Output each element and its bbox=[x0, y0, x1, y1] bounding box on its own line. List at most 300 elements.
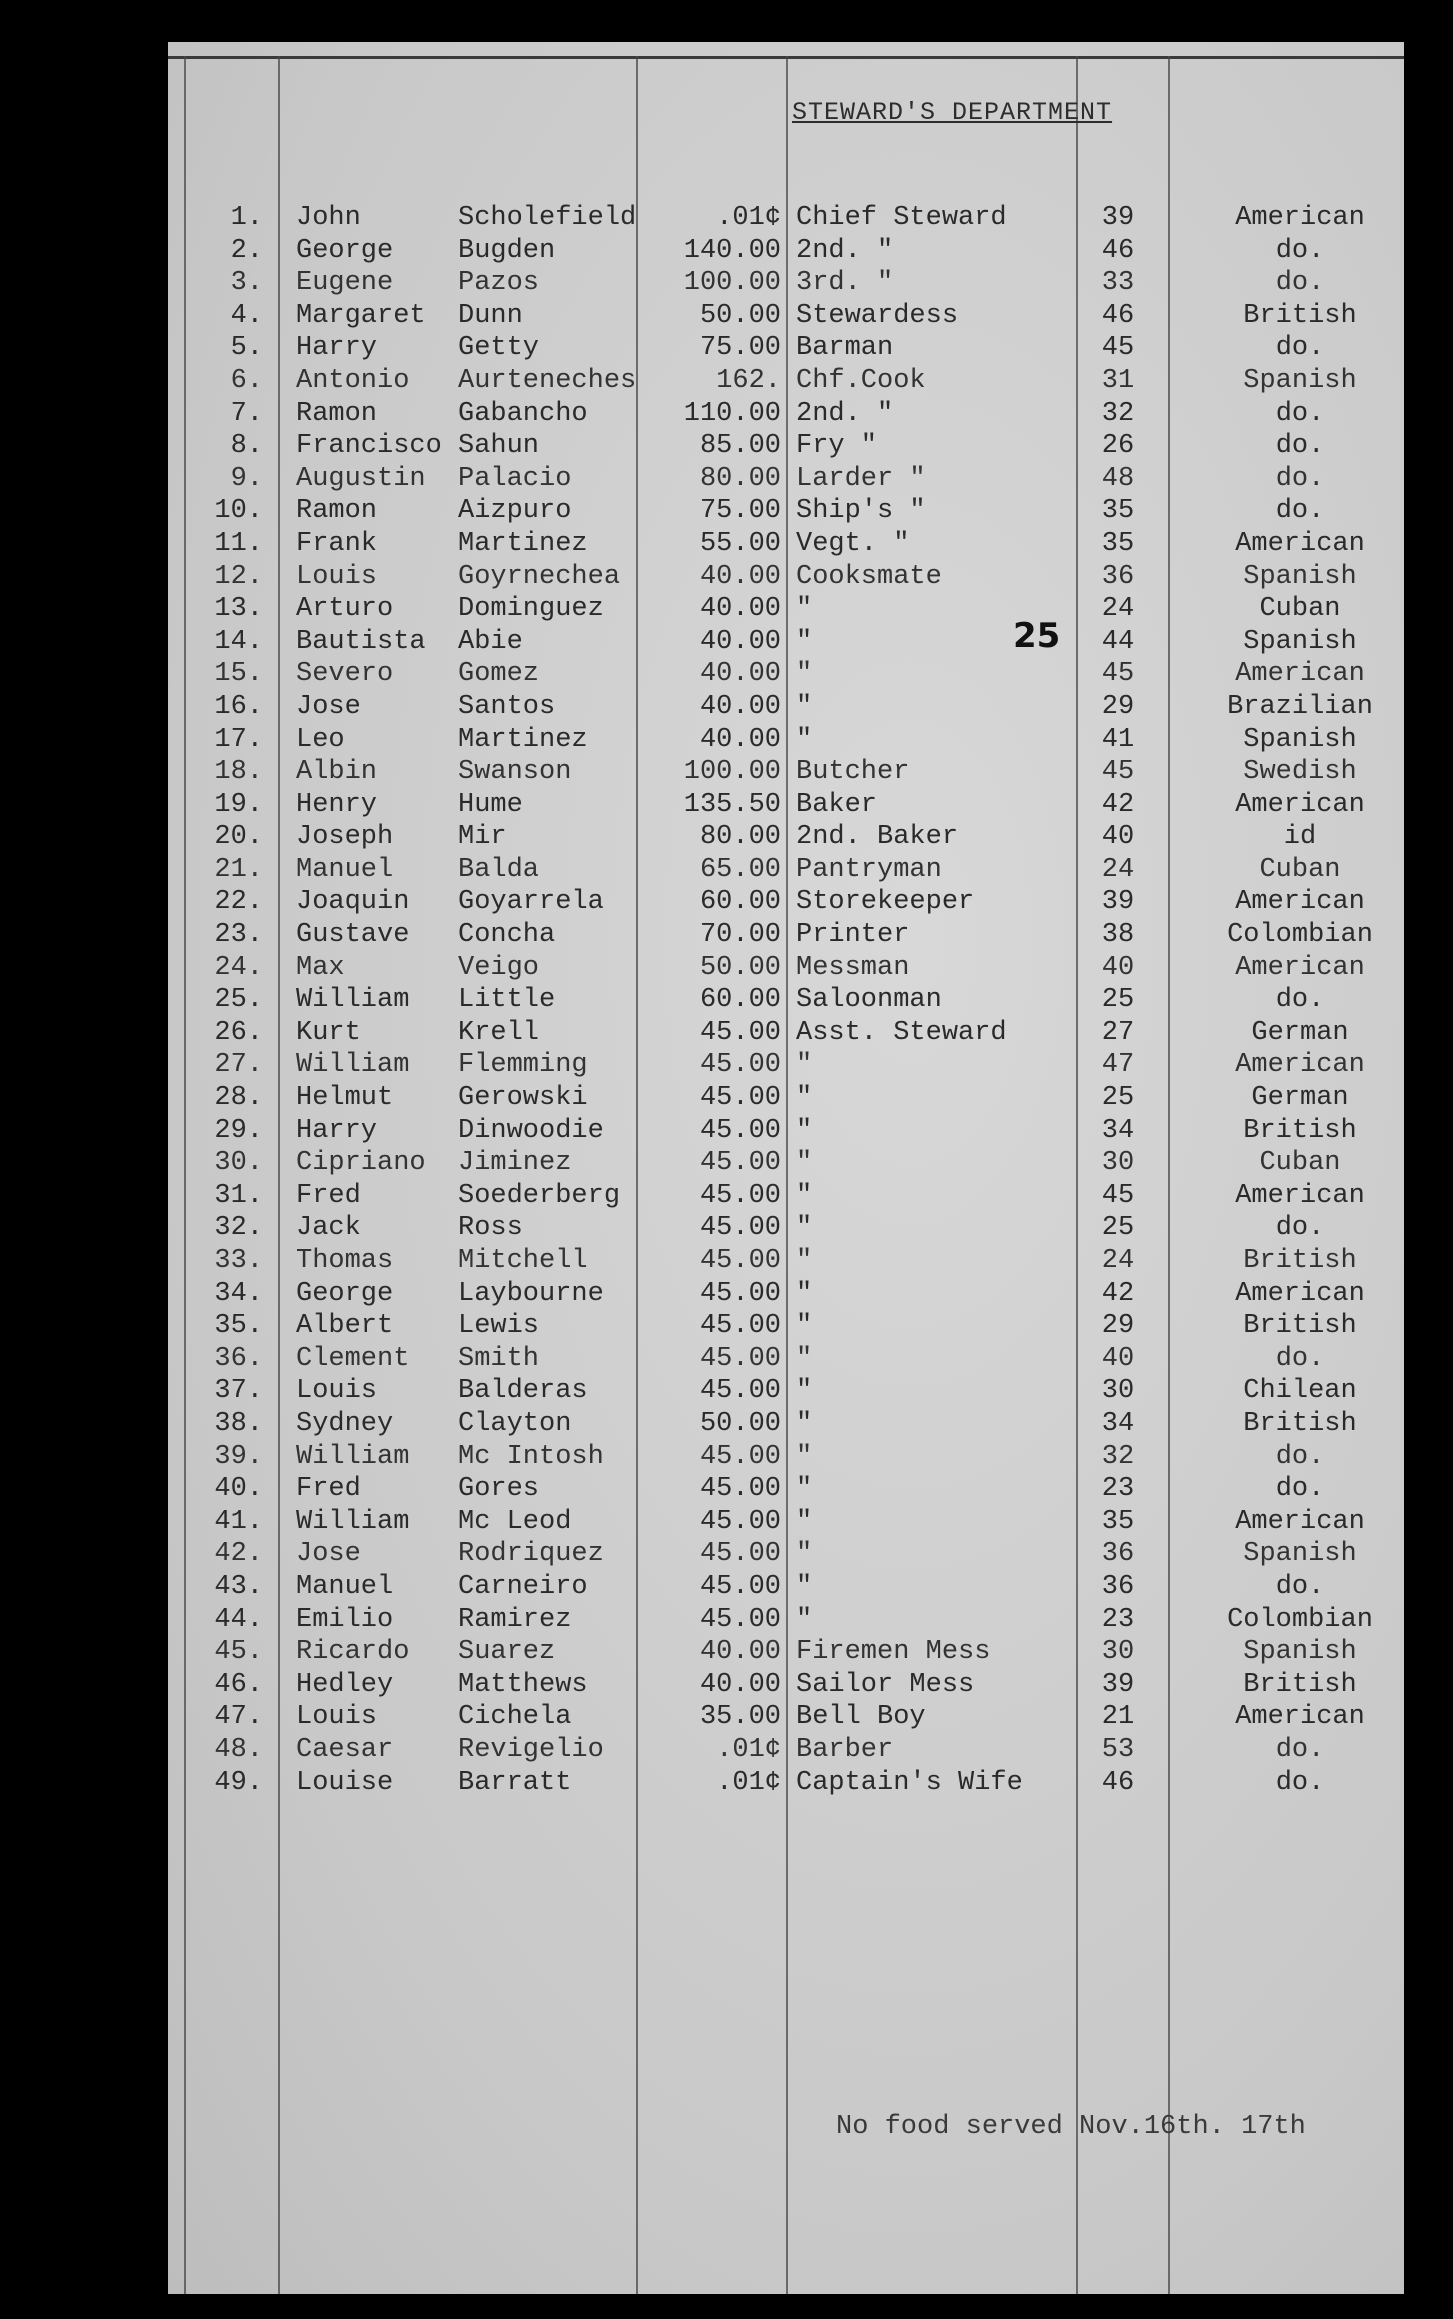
rank: Chf.Cook bbox=[796, 365, 926, 396]
rank: Barman bbox=[796, 333, 894, 364]
first-name: Margaret bbox=[296, 300, 426, 331]
last-name: Dominguez bbox=[458, 594, 604, 625]
rank: 2nd. " bbox=[796, 235, 894, 266]
age: 35 bbox=[1101, 496, 1135, 527]
wage: 40.00 bbox=[699, 1669, 781, 1700]
nationality: British bbox=[1243, 1669, 1357, 1700]
first-name: Jack bbox=[296, 1213, 361, 1244]
wage: 35.00 bbox=[699, 1702, 781, 1733]
crew-row bbox=[168, 1441, 1404, 1474]
first-name: John bbox=[296, 203, 361, 233]
nationality: American bbox=[1235, 1506, 1365, 1537]
row-number: 48. bbox=[214, 1734, 263, 1765]
first-name: Severo bbox=[296, 659, 394, 690]
crew-row bbox=[168, 1604, 1404, 1637]
rank: " bbox=[796, 1376, 813, 1407]
rank: Firemen Mess bbox=[796, 1637, 991, 1668]
rank: Butcher bbox=[796, 757, 910, 788]
crew-row bbox=[168, 1115, 1404, 1148]
crew-row bbox=[168, 1767, 1404, 1800]
wage: 40.00 bbox=[699, 561, 781, 592]
nationality: do. bbox=[1275, 1343, 1325, 1374]
crew-row bbox=[168, 235, 1404, 268]
nationality: American bbox=[1235, 203, 1365, 233]
age: 25 bbox=[1101, 1213, 1135, 1244]
crew-row bbox=[168, 561, 1404, 594]
first-name: Henry bbox=[296, 789, 378, 820]
crew-row bbox=[168, 528, 1404, 561]
last-name: Mitchell bbox=[458, 1246, 588, 1276]
rank: Asst. Steward bbox=[796, 1017, 1007, 1048]
nationality: Colombian bbox=[1227, 920, 1373, 951]
nationality: Spanish bbox=[1243, 561, 1357, 592]
nationality: do. bbox=[1275, 235, 1325, 266]
age: 39 bbox=[1101, 1669, 1135, 1700]
row-number: 4. bbox=[230, 300, 263, 331]
last-name: Revigelio bbox=[458, 1734, 604, 1765]
first-name: Jose bbox=[296, 1539, 361, 1570]
first-name: George bbox=[296, 1278, 394, 1309]
rank: " bbox=[796, 659, 813, 690]
nationality: British bbox=[1243, 1311, 1357, 1342]
crew-row bbox=[168, 1734, 1404, 1767]
row-number: 31. bbox=[214, 1180, 263, 1211]
nationality: Spanish bbox=[1243, 724, 1357, 755]
last-name: Ramirez bbox=[458, 1604, 572, 1635]
crew-row bbox=[168, 1571, 1404, 1604]
row-number: 34. bbox=[214, 1278, 263, 1309]
crew-row bbox=[168, 984, 1404, 1017]
rank: Stewardess bbox=[796, 300, 959, 331]
row-number: 14. bbox=[214, 626, 263, 657]
age: 40 bbox=[1101, 952, 1135, 983]
wage: 60.00 bbox=[699, 887, 781, 918]
wage: 45.00 bbox=[699, 1343, 781, 1374]
crew-row bbox=[168, 691, 1404, 724]
row-number: 37. bbox=[214, 1376, 263, 1407]
last-name: Hume bbox=[458, 789, 523, 820]
age: 45 bbox=[1101, 659, 1135, 690]
rank: Printer bbox=[796, 920, 910, 951]
wage: 45.00 bbox=[699, 1571, 781, 1602]
wage: 60.00 bbox=[699, 985, 781, 1016]
row-number: 1. bbox=[230, 203, 263, 233]
row-number: 28. bbox=[214, 1083, 263, 1114]
age: 25 bbox=[1101, 985, 1135, 1016]
nationality: Swedish bbox=[1243, 757, 1357, 788]
crew-row bbox=[168, 724, 1404, 757]
first-name: George bbox=[296, 235, 394, 266]
wage: 45.00 bbox=[699, 1278, 781, 1309]
age: 38 bbox=[1101, 920, 1135, 951]
last-name: Gomez bbox=[458, 659, 540, 690]
first-name: Louis bbox=[296, 1702, 378, 1733]
last-name: Balda bbox=[458, 854, 540, 885]
first-name: Louise bbox=[296, 1767, 394, 1798]
wage: 45.00 bbox=[699, 1506, 781, 1537]
nationality: American bbox=[1235, 528, 1365, 559]
age: 21 bbox=[1101, 1702, 1135, 1733]
wage: 140.00 bbox=[683, 235, 781, 266]
document-page bbox=[168, 42, 1404, 2294]
crew-row bbox=[168, 1049, 1404, 1082]
row-number: 12. bbox=[214, 561, 263, 592]
age: 48 bbox=[1101, 463, 1135, 494]
wage: 85.00 bbox=[699, 431, 781, 462]
first-name: Louis bbox=[296, 561, 378, 592]
rank: Fry " bbox=[796, 431, 878, 462]
wage: 45.00 bbox=[699, 1017, 781, 1048]
row-number: 19. bbox=[214, 789, 263, 820]
crew-row bbox=[168, 593, 1404, 626]
row-number: 27. bbox=[214, 1050, 263, 1081]
crew-row bbox=[168, 1408, 1404, 1441]
age: 32 bbox=[1101, 398, 1135, 429]
crew-row bbox=[168, 365, 1404, 398]
rank: " bbox=[796, 1408, 813, 1439]
row-number: 38. bbox=[214, 1408, 263, 1439]
nationality: British bbox=[1243, 1246, 1357, 1276]
last-name: Dunn bbox=[458, 300, 523, 331]
row-number: 21. bbox=[214, 854, 263, 885]
crew-row bbox=[168, 1082, 1404, 1115]
last-name: Barratt bbox=[458, 1767, 572, 1798]
wage: 45.00 bbox=[699, 1539, 781, 1570]
first-name: William bbox=[296, 1506, 410, 1537]
row-number: 9. bbox=[230, 463, 263, 494]
rank: " bbox=[796, 1506, 813, 1537]
crew-row bbox=[168, 1278, 1404, 1311]
rank: " bbox=[796, 1474, 813, 1505]
row-number: 39. bbox=[214, 1441, 263, 1472]
row-number: 41. bbox=[214, 1506, 263, 1537]
nationality: Spanish bbox=[1243, 1539, 1357, 1570]
rank: " bbox=[796, 1278, 813, 1309]
wage: .01¢ bbox=[716, 203, 781, 233]
rank: " bbox=[796, 1180, 813, 1211]
crew-row bbox=[168, 789, 1404, 822]
first-name: Frank bbox=[296, 528, 378, 559]
row-number: 26. bbox=[214, 1017, 263, 1048]
wage: 50.00 bbox=[699, 300, 781, 331]
age: 46 bbox=[1101, 1767, 1135, 1798]
row-number: 30. bbox=[214, 1148, 263, 1179]
last-name: Getty bbox=[458, 333, 540, 364]
nationality: German bbox=[1251, 1083, 1349, 1114]
row-number: 2. bbox=[230, 235, 263, 266]
first-name: Helmut bbox=[296, 1083, 394, 1114]
crew-row bbox=[168, 952, 1404, 985]
last-name: Suarez bbox=[458, 1637, 556, 1668]
last-name: Martinez bbox=[458, 528, 588, 559]
wage: 45.00 bbox=[699, 1311, 781, 1342]
last-name: Smith bbox=[458, 1343, 540, 1374]
nationality: do. bbox=[1275, 1571, 1325, 1602]
nationality: American bbox=[1235, 1702, 1365, 1733]
age: 23 bbox=[1101, 1474, 1135, 1505]
first-name: Louis bbox=[296, 1376, 378, 1407]
crew-row bbox=[168, 821, 1404, 854]
first-name: Manuel bbox=[296, 1571, 394, 1602]
rank: Chief Steward bbox=[796, 203, 1007, 233]
rank: Storekeeper bbox=[796, 887, 975, 918]
age: 25 bbox=[1101, 1083, 1135, 1114]
last-name: Ross bbox=[458, 1213, 523, 1244]
wage: 75.00 bbox=[699, 496, 781, 527]
last-name: Pazos bbox=[458, 268, 540, 299]
crew-row bbox=[168, 658, 1404, 691]
crew-row bbox=[168, 300, 1404, 333]
row-number: 24. bbox=[214, 952, 263, 983]
age: 31 bbox=[1101, 365, 1135, 396]
nationality: American bbox=[1235, 659, 1365, 690]
last-name: Bugden bbox=[458, 235, 556, 266]
row-number: 22. bbox=[214, 887, 263, 918]
crew-row bbox=[168, 1310, 1404, 1343]
first-name: Antonio bbox=[296, 365, 410, 396]
rank: Saloonman bbox=[796, 985, 942, 1016]
row-number: 36. bbox=[214, 1343, 263, 1374]
rank: 2nd. Baker bbox=[796, 822, 959, 853]
rank: " bbox=[796, 691, 813, 722]
row-number: 7. bbox=[230, 398, 263, 429]
rank: " bbox=[796, 1571, 813, 1602]
age: 24 bbox=[1101, 594, 1135, 625]
row-number: 10. bbox=[214, 496, 263, 527]
age: 24 bbox=[1101, 1246, 1135, 1276]
rank: " bbox=[796, 1343, 813, 1374]
rank: 3rd. " bbox=[796, 268, 894, 299]
first-name: Harry bbox=[296, 333, 378, 364]
wage: 80.00 bbox=[699, 822, 781, 853]
nationality: do. bbox=[1275, 398, 1325, 429]
first-name: Clement bbox=[296, 1343, 410, 1374]
nationality: American bbox=[1235, 1180, 1365, 1211]
last-name: Sahun bbox=[458, 431, 540, 462]
last-name: Mc Intosh bbox=[458, 1441, 604, 1472]
last-name: Mc Leod bbox=[458, 1506, 572, 1537]
stamp-number: 25 bbox=[1013, 616, 1061, 656]
crew-row bbox=[168, 202, 1404, 235]
nationality: id bbox=[1283, 822, 1317, 853]
first-name: Max bbox=[296, 952, 345, 983]
rank: Cooksmate bbox=[796, 561, 942, 592]
nationality: American bbox=[1235, 952, 1365, 983]
row-number: 29. bbox=[214, 1115, 263, 1146]
age: 53 bbox=[1101, 1734, 1135, 1765]
crew-row bbox=[168, 463, 1404, 496]
wage: 75.00 bbox=[699, 333, 781, 364]
crew-row bbox=[168, 1343, 1404, 1376]
last-name: Soederberg bbox=[458, 1180, 621, 1211]
first-name: Cipriano bbox=[296, 1148, 426, 1179]
first-name: Albert bbox=[296, 1311, 394, 1342]
wage: 40.00 bbox=[699, 594, 781, 625]
last-name: Lewis bbox=[458, 1311, 540, 1342]
rank: " bbox=[796, 724, 813, 755]
age: 35 bbox=[1101, 1506, 1135, 1537]
row-number: 42. bbox=[214, 1539, 263, 1570]
crew-list bbox=[168, 202, 1404, 1799]
age: 42 bbox=[1101, 1278, 1135, 1309]
nationality: German bbox=[1251, 1017, 1349, 1048]
last-name: Palacio bbox=[458, 463, 572, 494]
wage: 45.00 bbox=[699, 1246, 781, 1276]
last-name: Flemming bbox=[458, 1050, 588, 1081]
nationality: Cuban bbox=[1259, 854, 1341, 885]
last-name: Matthews bbox=[458, 1669, 588, 1700]
rank: Bell Boy bbox=[796, 1702, 926, 1733]
nationality: do. bbox=[1275, 496, 1325, 527]
last-name: Rodriquez bbox=[458, 1539, 604, 1570]
first-name: Emilio bbox=[296, 1604, 394, 1635]
last-name: Krell bbox=[458, 1017, 540, 1048]
wage: 45.00 bbox=[699, 1604, 781, 1635]
age: 46 bbox=[1101, 235, 1135, 266]
age: 45 bbox=[1101, 1180, 1135, 1211]
age: 47 bbox=[1101, 1050, 1135, 1081]
first-name: Caesar bbox=[296, 1734, 394, 1765]
department-heading: STEWARD'S DEPARTMENT bbox=[792, 98, 1113, 127]
age: 24 bbox=[1101, 854, 1135, 885]
first-name: Ramon bbox=[296, 496, 378, 527]
wage: 70.00 bbox=[699, 920, 781, 951]
row-number: 33. bbox=[214, 1246, 263, 1276]
nationality: do. bbox=[1275, 333, 1325, 364]
last-name: Concha bbox=[458, 920, 556, 951]
rank: " bbox=[796, 594, 813, 625]
rank: " bbox=[796, 1246, 813, 1276]
age: 32 bbox=[1101, 1441, 1135, 1472]
nationality: do. bbox=[1275, 431, 1325, 462]
nationality: do. bbox=[1275, 1767, 1325, 1798]
wage: 40.00 bbox=[699, 724, 781, 755]
first-name: Joseph bbox=[296, 822, 394, 853]
last-name: Aizpuro bbox=[458, 496, 572, 527]
first-name: Joaquin bbox=[296, 887, 410, 918]
crew-row bbox=[168, 1147, 1404, 1180]
wage: 162. bbox=[716, 365, 781, 396]
rank: " bbox=[796, 1213, 813, 1244]
row-number: 49. bbox=[214, 1767, 263, 1798]
wage: 135.50 bbox=[683, 789, 781, 820]
row-number: 3. bbox=[230, 268, 263, 299]
row-number: 15. bbox=[214, 659, 263, 690]
wage: 45.00 bbox=[699, 1083, 781, 1114]
wage: 80.00 bbox=[699, 463, 781, 494]
row-number: 46. bbox=[214, 1669, 263, 1700]
wage: 55.00 bbox=[699, 528, 781, 559]
nationality: Colombian bbox=[1227, 1604, 1373, 1635]
rank: " bbox=[796, 1311, 813, 1342]
last-name: Jiminez bbox=[458, 1148, 572, 1179]
wage: 40.00 bbox=[699, 626, 781, 657]
crew-row bbox=[168, 332, 1404, 365]
first-name: Harry bbox=[296, 1115, 378, 1146]
first-name: Gustave bbox=[296, 920, 410, 951]
rank: Captain's Wife bbox=[796, 1767, 1023, 1798]
crew-row bbox=[168, 854, 1404, 887]
crew-row bbox=[168, 1506, 1404, 1539]
nationality: do. bbox=[1275, 1734, 1325, 1765]
first-name: Albin bbox=[296, 757, 378, 788]
nationality: American bbox=[1235, 887, 1365, 918]
crew-row bbox=[168, 495, 1404, 528]
first-name: Manuel bbox=[296, 854, 394, 885]
first-name: Arturo bbox=[296, 594, 394, 625]
last-name: Gores bbox=[458, 1474, 540, 1505]
footnote: No food served Nov.16th. 17th bbox=[836, 2112, 1306, 2142]
last-name: Balderas bbox=[458, 1376, 588, 1407]
last-name: Carneiro bbox=[458, 1571, 588, 1602]
wage: 45.00 bbox=[699, 1213, 781, 1244]
wage: 45.00 bbox=[699, 1376, 781, 1407]
row-number: 5. bbox=[230, 333, 263, 364]
crew-row bbox=[168, 756, 1404, 789]
crew-row bbox=[168, 1180, 1404, 1213]
wage: 100.00 bbox=[683, 268, 781, 299]
crew-row bbox=[168, 886, 1404, 919]
age: 33 bbox=[1101, 268, 1135, 299]
wage: 40.00 bbox=[699, 1637, 781, 1668]
wage: 45.00 bbox=[699, 1148, 781, 1179]
age: 27 bbox=[1101, 1017, 1135, 1048]
nationality: Chilean bbox=[1243, 1376, 1357, 1407]
nationality: do. bbox=[1275, 463, 1325, 494]
last-name: Santos bbox=[458, 691, 556, 722]
last-name: Goyrnechea bbox=[458, 561, 621, 592]
rank: Vegt. " bbox=[796, 528, 910, 559]
crew-row bbox=[168, 1473, 1404, 1506]
age: 45 bbox=[1101, 757, 1135, 788]
age: 23 bbox=[1101, 1604, 1135, 1635]
age: 30 bbox=[1101, 1148, 1135, 1179]
rank: " bbox=[796, 1083, 813, 1114]
nationality: Cuban bbox=[1259, 594, 1341, 625]
first-name: Augustin bbox=[296, 463, 426, 494]
first-name: Sydney bbox=[296, 1408, 394, 1439]
last-name: Clayton bbox=[458, 1408, 572, 1439]
last-name: Martinez bbox=[458, 724, 588, 755]
last-name: Abie bbox=[458, 626, 523, 657]
wage: 45.00 bbox=[699, 1441, 781, 1472]
row-number: 45. bbox=[214, 1637, 263, 1668]
crew-row bbox=[168, 1212, 1404, 1245]
row-number: 43. bbox=[214, 1571, 263, 1602]
wage: 50.00 bbox=[699, 1408, 781, 1439]
last-name: Mir bbox=[458, 822, 507, 853]
age: 36 bbox=[1101, 1571, 1135, 1602]
age: 29 bbox=[1101, 691, 1135, 722]
age: 42 bbox=[1101, 789, 1135, 820]
wage: 50.00 bbox=[699, 952, 781, 983]
last-name: Little bbox=[458, 985, 556, 1016]
age: 39 bbox=[1101, 203, 1135, 233]
row-number: 32. bbox=[214, 1213, 263, 1244]
last-name: Goyarrela bbox=[458, 887, 604, 918]
row-number: 44. bbox=[214, 1604, 263, 1635]
last-name: Dinwoodie bbox=[458, 1115, 604, 1146]
wage: 45.00 bbox=[699, 1050, 781, 1081]
nationality: American bbox=[1235, 1050, 1365, 1081]
rank: " bbox=[796, 1604, 813, 1635]
first-name: Eugene bbox=[296, 268, 394, 299]
first-name: William bbox=[296, 1441, 410, 1472]
rank: 2nd. " bbox=[796, 398, 894, 429]
nationality: Spanish bbox=[1243, 365, 1357, 396]
rank: Messman bbox=[796, 952, 910, 983]
age: 40 bbox=[1101, 1343, 1135, 1374]
